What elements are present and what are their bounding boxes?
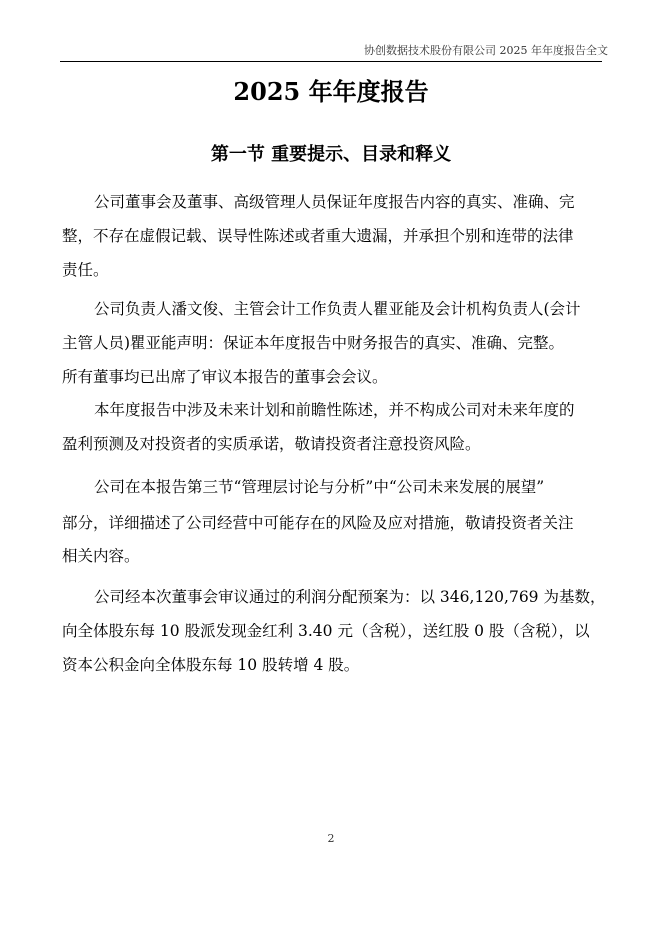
body-line: 公司董事会及董事、高级管理人员保证年度报告内容的真实、准确、完 <box>94 193 575 211</box>
page-number: 2 <box>327 832 335 845</box>
body-line: 盈利预测及对投资者的实质承诺，敬请投资者注意投资风险。 <box>62 435 481 453</box>
body-line: 部分，详细描述了公司经营中可能存在的风险及应对措施，敬请投资者关注 <box>62 514 574 532</box>
header-divider <box>60 61 602 62</box>
body-line: 本年度报告中涉及未来计划和前瞻性陈述，并不构成公司对未来年度的 <box>94 401 575 419</box>
body-line: 公司经本次董事会审议通过的利润分配预案为：以 346,120,769 为基数， <box>94 588 606 606</box>
body-line: 责任。 <box>62 261 109 279</box>
body-line: 公司负责人潘文俊、主管会计工作负责人瞿亚能及会计机构负责人(会计 <box>94 300 581 318</box>
report-title: 2025 年年度报告 <box>233 77 429 106</box>
body-line: 向全体股东每 10 股派发现金红利 3.40 元（含税），送红股 0 股（含税），以 <box>62 622 590 640</box>
section-title: 第一节 重要提示、目录和释义 <box>210 144 452 165</box>
body-line: 所有董事均已出席了审议本报告的董事会会议。 <box>62 368 388 386</box>
body-line: 相关内容。 <box>62 547 140 565</box>
running-header: 协创数据技术股份有限公司 2025 年年度报告全文 <box>364 44 608 57</box>
body-line: 主管人员)瞿亚能声明：保证本年度报告中财务报告的真实、准确、完整。 <box>62 334 565 352</box>
body-line: 资本公积金向全体股东每 10 股转增 4 股。 <box>62 656 360 674</box>
body-line: 公司在本报告第三节“管理层讨论与分析”中“公司未来发展的展望” <box>94 478 545 496</box>
body-line: 整，不存在虚假记载、误导性陈述或者重大遗漏，并承担个别和连带的法律 <box>62 227 574 245</box>
